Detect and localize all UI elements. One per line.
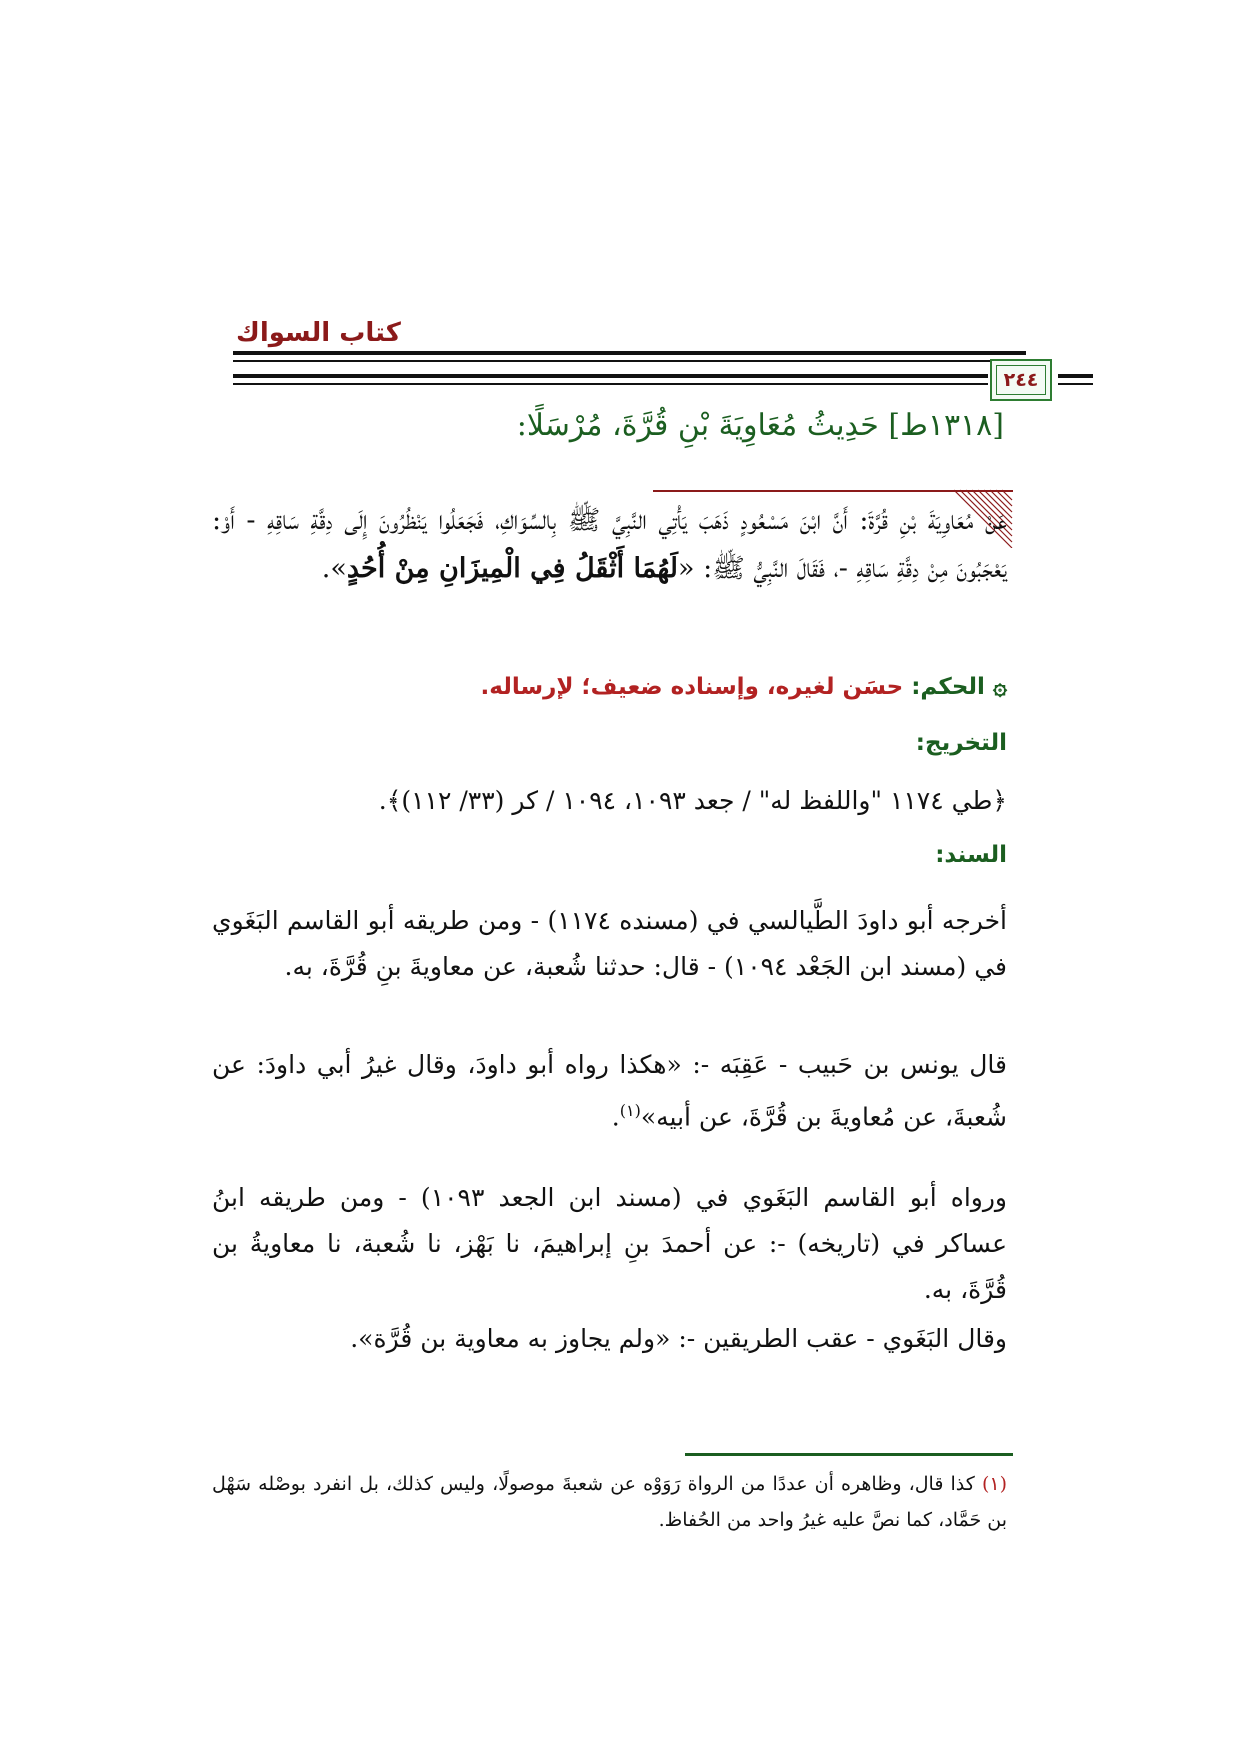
header-rule-right-top [1058,374,1093,378]
takhrij-title: التخريج: [915,730,1007,756]
header-rule-bottom [233,360,1026,362]
sanad-paragraph-2-end: . [611,1102,620,1132]
sanad-paragraph-4: وقال البَغَوي - عقب الطريقين -: «ولم يجاوز به معاوية بن قُرَّة». [350,1324,1007,1353]
sanad-title: السند: [935,842,1007,868]
hadith-heading: [١٣١٨ط] حَدِيثُ مُعَاوِيَةَ بْنِ قُرَّةَ، مُرْسَلًا: [516,408,1004,443]
matn-text: عَنْ مُعَاوِيَةَ بْنِ قُرَّةَ: أَنَّ ابْنَ مَسْعُودٍ ذَهَبَ يَأْتِي النَّبِيَّ ﷺ بِالسِّوَاكِ، فَجَعَلُوا يَنْظُرُونَ إِلَى دِقَّةِ سَاقِهِ - أَوْ: يَعْجَبُونَ مِنْ دِقَّةِ سَاقِهِ -، فَقَالَ النَّبِيُّ ﷺ: « [212,505,1007,584]
footnote-text: كذا قال، وظاهره أن عددًا من الرواة رَوَوْه عن شعبةَ موصولًا، وليس كذلك، بل انفرد بوصْله سَهْل بن حَمَّاد، كما نصَّ عليه غيرُ واحد من الحُفاظ. [212,1473,1007,1531]
page-number: ٢٤٤ [1003,369,1039,391]
footnote-separator [685,1453,1013,1456]
matn-bold-text: لَهُمَا أَثْقَلُ فِي الْمِيزَانِ مِنْ أُحُدٍ [346,553,678,584]
ruling-label: الحكم: [911,674,985,700]
header-rule-top [233,351,1026,355]
sanad-paragraph-2-text: قال يونس بن حَبيب - عَقِبَه -: «هكذا رواه أبو داودَ، وقال غيرُ أبي داودَ: عن شُعبةَ، عن مُعاويةَ بن قُرَّةَ، عن أبيه» [212,1050,1007,1132]
header-rule-lower [233,374,988,378]
footnote-reference[interactable]: (١) [619,1101,641,1120]
footnote-number: (١) [981,1473,1007,1495]
ruling-line [212,672,1007,700]
header-rule-lower-thin [233,383,988,385]
ruling-text: حسَن لغيره، وإسناده ضعيف؛ لإرساله. [480,674,912,700]
sanad-paragraph-3: ورواه أبو القاسم البَغَوي في (مسند ابن الجعد ١٠٩٣) - ومن طريقه ابنُ عساكر في (تاريخه) -: عن أحمدَ بنِ إبراهيمَ، نا بَهْز، نا شُعبة، نا معاويةُ بن قُرَّةَ، به. [212,1183,1008,1304]
sanad-paragraph-2 [212,1042,1007,1140]
matn-top-rule [653,490,1013,492]
header-rule-right-bottom [1058,383,1093,385]
matn-end: ». [321,553,347,584]
rosette-icon: ۞ [992,672,1007,700]
footnote [212,1466,1007,1538]
sanad-paragraph-1: أخرجه أبو داودَ الطَّيالسي في (مسنده ١١٧٤) - ومن طريقه أبو القاسم البَغَوي في (مسند ابن الجَعْد ١٠٩٤) - قال: حدثنا شُعبة، عن معاويةَ بنِ قُرَّةَ، به. [212,906,1007,981]
takhrij-line: ﴿طي ١١٧٤ "واللفظ له" / جعد ١٠٩٣، ١٠٩٤ / كر (٣٣/ ١١٢)﴾. [378,786,1007,815]
book-title: كتاب السواك [236,318,401,348]
page-number-badge [990,359,1052,401]
hadith-matn [212,497,1007,593]
